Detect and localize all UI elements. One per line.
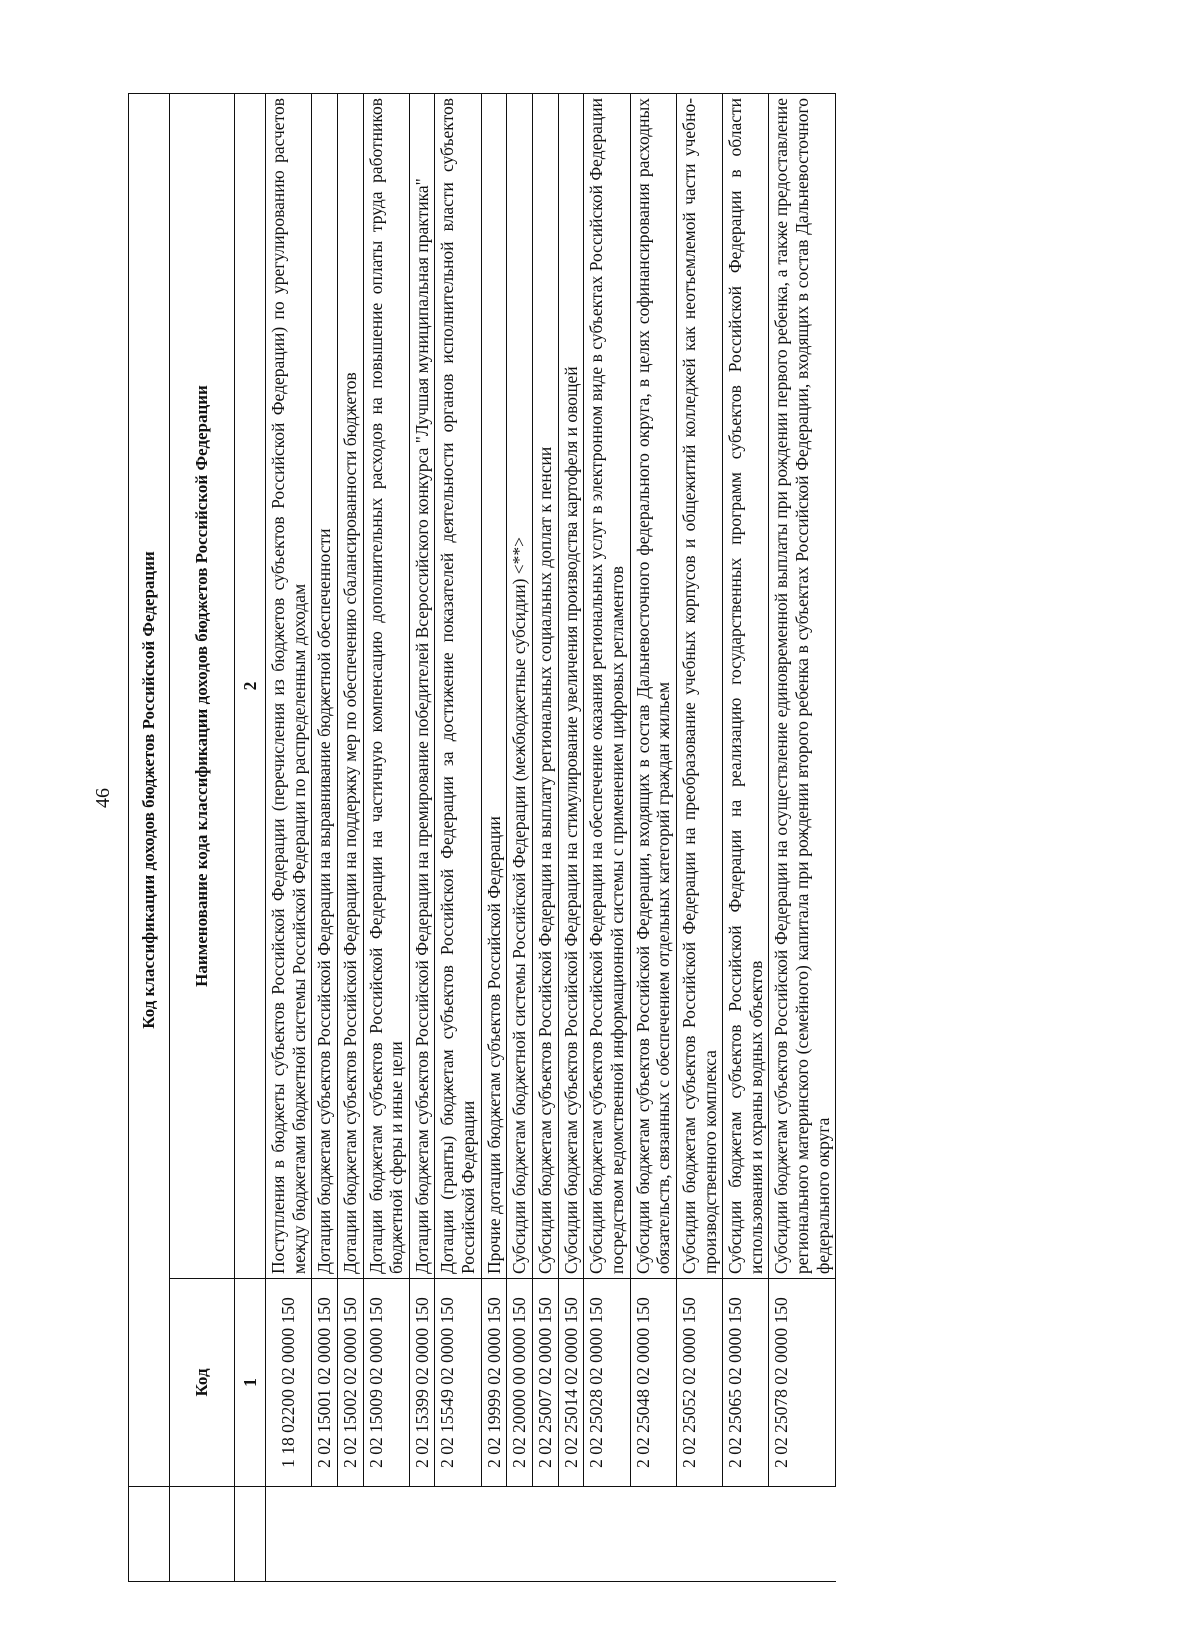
row-spacer [481, 1487, 507, 1582]
income-code-cell: 2 02 15002 02 0000 150 [337, 1279, 363, 1487]
income-name-cell: Субсидии бюджетам субъектов Российской Федерации, входящих в состав Дальневосточного федерального округа, в целях софинансирования расходных обязательств, связанных с обеспечением отдельных категорий граждан жильем [630, 93, 676, 1278]
income-name-cell: Субсидии бюджетам субъектов Российской Федерации на реализацию государственных программ субъектов Российской Федерации в области использования и охраны водных объектов [723, 93, 769, 1278]
column-number-code: 1 [235, 1279, 266, 1487]
income-code-cell: 2 02 25052 02 0000 150 [676, 1279, 722, 1487]
income-code-cell: 2 02 15001 02 0000 150 [312, 1279, 338, 1487]
row-spacer [584, 1487, 630, 1582]
row-spacer [435, 1487, 481, 1582]
income-code-cell: 2 02 15549 02 0000 150 [435, 1279, 481, 1487]
row-spacer [409, 1487, 435, 1582]
table-row [558, 93, 584, 1581]
table-row [630, 93, 676, 1581]
income-name-cell: Дотации бюджетам субъектов Российской Федерации на частичную компенсацию дополнительных расходов на повышение оплаты труда работников бюджетной сферы и иные цели [363, 93, 409, 1278]
table-row [584, 93, 630, 1581]
rotated-table-container [128, 94, 1064, 1582]
row-spacer [533, 1487, 559, 1582]
income-name-cell: Субсидии бюджетам субъектов Российской Федерации на выплату региональных социальных доплат к пенсии [533, 93, 559, 1278]
row-spacer [337, 1487, 363, 1582]
row-spacer [507, 1487, 533, 1582]
income-name-cell: Субсидии бюджетам субъектов Российской Федерации на стимулирование увеличения производства картофеля и овощей [558, 93, 584, 1278]
row-spacer [558, 1487, 584, 1582]
income-code-cell: 2 02 19999 02 0000 150 [481, 1279, 507, 1487]
table-row [409, 93, 435, 1581]
income-name-cell: Дотации бюджетам субъектов Российской Федерации на поддержку мер по обеспечению сбалансированности бюджетов [337, 93, 363, 1278]
table-row [266, 93, 312, 1581]
income-code-cell: 2 02 25048 02 0000 150 [630, 1279, 676, 1487]
income-code-cell: 2 02 25065 02 0000 150 [723, 1279, 769, 1487]
income-code-cell: 2 02 15399 02 0000 150 [409, 1279, 435, 1487]
table-row [676, 93, 722, 1581]
income-code-cell: 2 02 25078 02 0000 150 [769, 1279, 836, 1487]
income-code-cell: 2 02 20000 00 0000 150 [507, 1279, 533, 1487]
income-name-cell: Субсидии бюджетам бюджетной системы Российской Федерации (межбюджетные субсидии) <**> [507, 93, 533, 1278]
table-row [769, 93, 836, 1581]
income-code-cell: 2 02 25007 02 0000 150 [533, 1279, 559, 1487]
table-main-header: Код классификации доходов бюджетов Российской Федерации [129, 93, 170, 1486]
row-spacer [723, 1487, 769, 1582]
row-spacer [363, 1487, 409, 1582]
row-spacer [266, 1487, 312, 1582]
income-name-cell: Субсидии бюджетам субъектов Российской Федерации на осуществление единовременной выплаты при рождении первого ребенка, а также предоставление регионального материнского (семейного) капитала при рождении второго ребенка в субъектах Российской Федерации, входящих в состав Дальневосточного федерального округа [769, 93, 836, 1278]
table-row [533, 93, 559, 1581]
income-code-cell: 2 02 25014 02 0000 150 [558, 1279, 584, 1487]
income-name-cell: Дотации (гранты) бюджетам субъектов Российской Федерации за достижение показателей деятельности органов исполнительной власти субъектов Российской Федерации [435, 93, 481, 1278]
table-row [337, 93, 363, 1581]
income-name-cell: Дотации бюджетам субъектов Российской Федерации на премирование победителей Всероссийского конкурса "Лучшая муниципальная практика" [409, 93, 435, 1278]
income-name-cell: Субсидии бюджетам субъектов Российской Федерации на обеспечение оказания региональных услуг в электронном виде в субъектах Российской Федерации посредством ведомственной информационной системы с применением цифровых регламентов [584, 93, 630, 1278]
row-spacer [676, 1487, 722, 1582]
header-spacer [129, 1487, 170, 1582]
table-row [507, 93, 533, 1581]
header-spacer [235, 1487, 266, 1582]
table-row [363, 93, 409, 1581]
column-header-name: Наименование кода классификации доходов бюджетов Российской Федерации [170, 93, 235, 1278]
income-name-cell: Прочие дотации бюджетам субъектов Российской Федерации [481, 93, 507, 1278]
column-number-name: 2 [235, 93, 266, 1278]
table-row [481, 93, 507, 1581]
table-row [723, 93, 769, 1581]
header-spacer [170, 1487, 235, 1582]
income-name-cell: Субсидии бюджетам субъектов Российской Федерации на преобразование учебных корпусов и общежитий колледжей как неотъемлемой части учебно-производственного комплекса [676, 93, 722, 1278]
income-name-cell: Поступления в бюджеты субъектов Российской Федерации (перечисления из бюджетов субъектов Российской Федерации) по урегулированию расчетов между бюджетами бюджетной системы Российской Федерации по распределенным доходам [266, 93, 312, 1278]
table-row [312, 93, 338, 1581]
income-classification-table [128, 93, 836, 1582]
row-spacer [769, 1487, 836, 1582]
row-spacer [630, 1487, 676, 1582]
income-code-cell: 1 18 02200 02 0000 150 [266, 1279, 312, 1487]
income-code-cell: 2 02 15009 02 0000 150 [363, 1279, 409, 1487]
row-spacer [312, 1487, 338, 1582]
table-row [435, 93, 481, 1581]
column-header-code: Код [170, 1279, 235, 1487]
income-code-cell: 2 02 25028 02 0000 150 [584, 1279, 630, 1487]
page-number: 46 [92, 788, 114, 808]
table-body [266, 93, 836, 1581]
income-name-cell: Дотации бюджетам субъектов Российской Федерации на выравнивание бюджетной обеспеченности [312, 93, 338, 1278]
